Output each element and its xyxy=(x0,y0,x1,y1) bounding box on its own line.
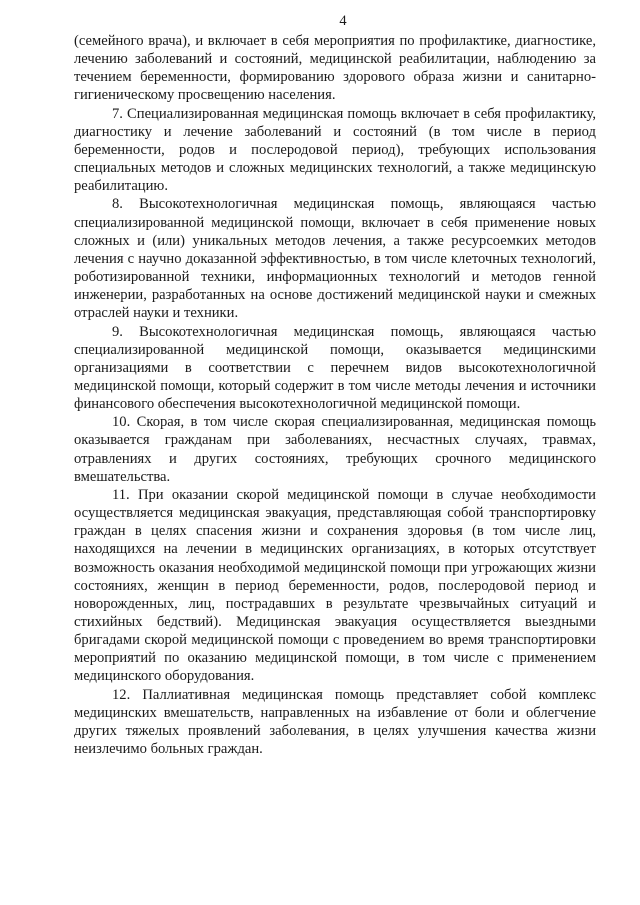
paragraph: 12. Паллиативная медицинская помощь представляет собой комплекс медицинских вмешательств, направленных на избавление от боли и облегчение других тяжелых проявлений заболевания, в целях улучшения качества жизни неизлечимо больных граждан. xyxy=(74,686,596,758)
paragraph: 11. При оказании скорой медицинской помощи в случае необходимости осуществляется медицинская эвакуация, представляющая собой транспортировку граждан в целях спасения жизни и сохранения здоровья (в том числе лиц, находящихся на лечении в медицинских организациях, в которых отсутствует возможность оказания необходимой медицинской помощи при угрожающих жизни состояниях, женщин в период беременности, родов, послеродовой период и новорожденных, лиц, пострадавших в результате чрезвычайных ситуаций и стихийных бедствий). Медицинская эвакуация осуществляется выездными бригадами скорой медицинской помощи с проведением во время транспортировки мероприятий по оказанию медицинской помощи, в том числе с применением медицинского оборудования. xyxy=(74,486,596,685)
paragraph: (семейного врача), и включает в себя мероприятия по профилактике, диагностике, лечению заболеваний и состояний, медицинской реабилитации, наблюдению за течением беременности, формированию здорового образа жизни и санитарно-гигиеническому просвещению населения. xyxy=(74,33,596,104)
paragraph: 8. Высокотехнологичная медицинская помощь, являющаяся частью специализированной медицинской помощи, включает в себя применение новых сложных и (или) уникальных методов лечения, а также ресурсоемких методов лечения с научно доказанной эффективностью, в том числе клеточных технологий, роботизированной техники, информационных технологий и методов генной инженерии, разработанных на основе достижений медицинской науки и смежных отраслей науки и техники. xyxy=(74,196,596,322)
paragraph: 9. Высокотехнологичная медицинская помощь, являющаяся частью специализированной медицинской помощи, оказывается медицинскими организациями в соответствии с перечнем видов высокотехнологичной медицинской помощи, который содержит в том числе методы лечения и источники финансового обеспечения высокотехнологичной медицинской помощи. xyxy=(74,323,596,413)
paragraph: 7. Специализированная медицинская помощь включает в себя профилактику, диагностику и лечение заболеваний и состояний (в том числе в период беременности, родов и послеродовой период), требующих использования специальных методов и сложных медицинских технологий, а также медицинскую реабилитацию. xyxy=(74,105,596,195)
page-number: 4 xyxy=(339,13,347,29)
paragraph: 10. Скорая, в том числе скорая специализированная, медицинская помощь оказывается гражданам при заболеваниях, несчастных случаях, травмах, отравлениях и других состояниях, требующих срочного медицинского вмешательства. xyxy=(74,414,596,485)
document-body xyxy=(74,32,596,758)
document-page xyxy=(74,10,596,758)
